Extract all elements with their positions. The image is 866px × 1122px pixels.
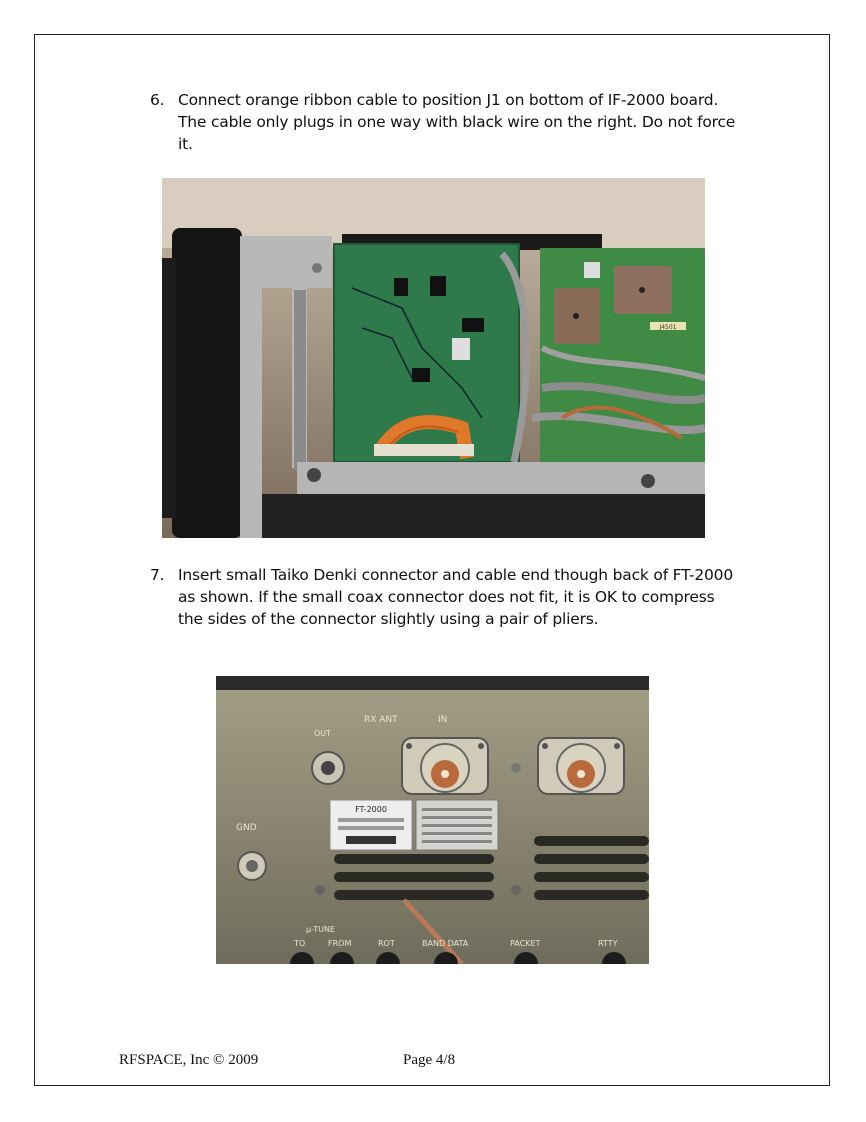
footer-page-number: Page 4/8 xyxy=(403,1052,456,1068)
jack-label: TO xyxy=(294,939,306,948)
jack-label: PACKET xyxy=(510,939,541,948)
rx-ant-label: RX ANT xyxy=(364,715,398,725)
photo-if2000-board xyxy=(162,178,705,538)
jack-label: FROM xyxy=(328,939,352,948)
step-text: Insert small Taiko Denki connector and cable end though back of FT-2000 as shown. If the small coax connector does not fit, it is OK to compress the sides of the connector slightly using a pair of pliers. xyxy=(178,566,734,628)
step-number: 6. xyxy=(150,91,165,109)
jack-label: RTTY xyxy=(598,939,618,948)
jack-label: BAND DATA xyxy=(422,939,469,948)
in-label: IN xyxy=(438,715,448,725)
footer-copyright: RFSPACE, Inc © 2009 xyxy=(119,1052,259,1068)
tune-label: µ-TUNE xyxy=(306,925,336,934)
photo-ft2000-rear-panel xyxy=(216,676,649,964)
board-label: J4501 xyxy=(659,324,677,331)
model-label: FT-2000 xyxy=(355,805,387,814)
step-number: 7. xyxy=(150,566,165,584)
step-text: Connect orange ribbon cable to position J1 on bottom of IF-2000 board. The cable only plugs in one way with black wire on the right. Do not force it. xyxy=(178,91,736,153)
out-label: OUT xyxy=(314,729,332,738)
gnd-label: GND xyxy=(236,823,257,833)
jack-label: ROT xyxy=(378,939,395,948)
